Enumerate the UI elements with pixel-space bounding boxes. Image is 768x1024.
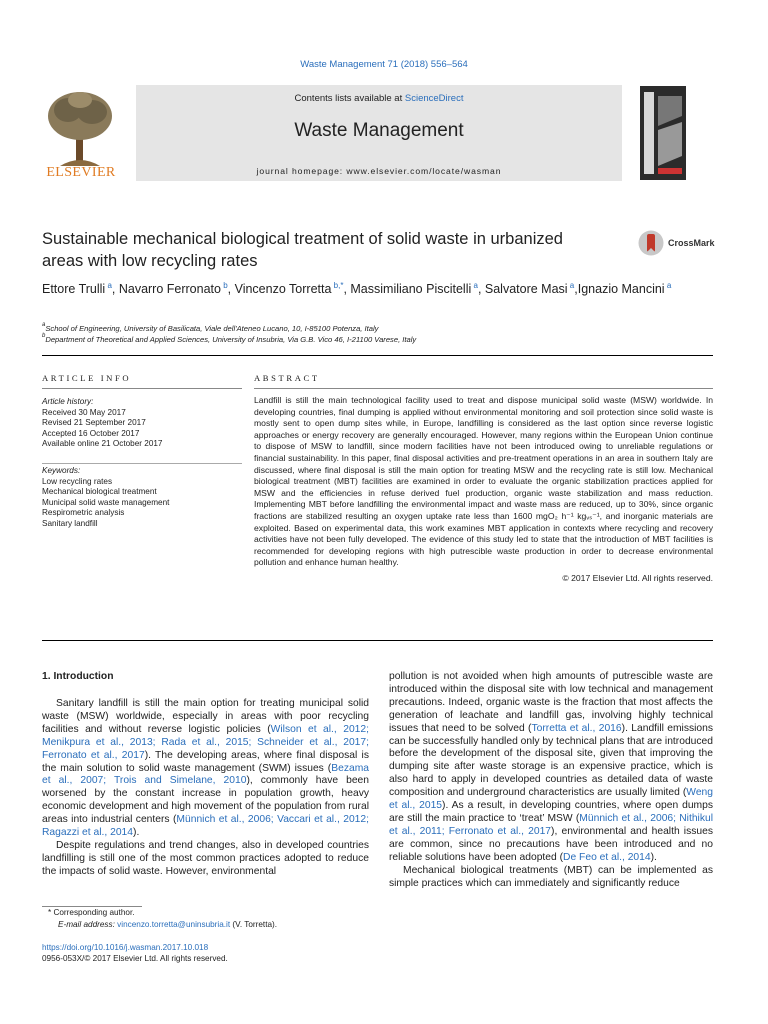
journal-homepage[interactable]: journal homepage: www.elsevier.com/locate/wasman [256, 166, 502, 176]
keywords-label: Keywords: [42, 466, 81, 475]
author-separator: , [574, 282, 578, 296]
citation-link[interactable]: Bezama et al., 2007; Trois and Simelane, 2010 [42, 762, 369, 787]
author-affiliation-mark[interactable]: a [567, 281, 575, 290]
copyright-line: © 2017 Elsevier Ltd. All rights reserved. [562, 572, 713, 583]
doi-link[interactable]: https://doi.org/10.1016/j.wasman.2017.10.018 [42, 943, 209, 952]
divider [42, 355, 713, 356]
body-column-right [389, 671, 713, 890]
author-list [42, 280, 682, 299]
author-affiliation-mark[interactable]: b,* [331, 281, 344, 290]
citation-link[interactable]: Münnich et al., 2006; Vaccari et al., 2012; Ragazzi et al., 2014 [42, 814, 369, 839]
journal-title: Waste Management [294, 120, 464, 141]
affiliation-mark: b [42, 333, 46, 339]
cover-image-icon [640, 86, 686, 180]
corresponding-label: Corresponding author. [53, 908, 135, 917]
divider [42, 640, 713, 641]
author-affiliation-mark[interactable]: a [664, 281, 672, 290]
keyword-item: Mechanical biological treatment [42, 487, 157, 496]
footnote [42, 907, 369, 930]
citation-link[interactable]: Weng et al., 2015 [389, 787, 713, 812]
divider [42, 463, 242, 464]
affiliations [42, 323, 722, 345]
citation-link[interactable]: Torretta et al., 2016 [531, 722, 622, 734]
asterisk-marker: * [48, 908, 54, 917]
journal-citation[interactable]: Waste Management 71 (2018) 556–564 [300, 59, 468, 70]
text-run: ). [650, 851, 657, 863]
abstract-body [254, 395, 713, 585]
paragraph: Despite regulations and trend changes, also in developed countries landfilling is still one of the most common practices adopted to reduce the impacts of solid waste. However, environmental [42, 839, 369, 877]
author-name[interactable]: Ettore Trulli [42, 282, 106, 296]
publisher-name: ELSEVIER [46, 165, 116, 180]
doi-block [42, 942, 369, 964]
affiliation-mark: a [42, 322, 46, 328]
divider [254, 388, 713, 389]
abstract-heading: ABSTRACT [254, 373, 320, 383]
email-line [42, 919, 369, 931]
citation-link[interactable]: Münnich et al., 2006; Nithikul et al., 2011; Ferronato et al., 2017 [389, 812, 714, 837]
history-item: Revised 21 September 2017 [42, 418, 146, 427]
body-column-left [42, 698, 369, 879]
article-history [42, 397, 242, 450]
author-name[interactable]: Navarro Ferronato [118, 282, 221, 296]
history-item: Available online 21 October 2017 [42, 439, 163, 448]
paragraph: Mechanical biological treatments (MBT) can be implemented as simple practices which can immediately and significantly reduce [389, 864, 713, 889]
citation-link[interactable]: Wilson et al., 2012; Menikpura et al., 2013; Rada et al., 2015; Schneider et al., 2017; Ferronato et al., 2017 [42, 723, 369, 761]
text-run: ), environmental and health issues are common, since no precautions have been introduced and no reliable solutions have been adopted ( [389, 825, 713, 863]
contents-prefix: Contents lists available at [294, 93, 405, 104]
text-run: ). [133, 827, 140, 839]
crossmark-label: CrossMark [668, 238, 715, 248]
author-separator: , [343, 282, 351, 296]
author-affiliation-mark[interactable]: a [471, 281, 478, 290]
elsevier-logo[interactable] [40, 88, 120, 180]
paragraph [42, 698, 369, 840]
author-separator: , [111, 282, 119, 296]
keyword-item: Municipal solid waste management [42, 497, 170, 507]
email-suffix: (V. Torretta). [230, 919, 278, 929]
author-separator: , [227, 282, 235, 296]
author-name[interactable]: Massimiliano Piscitelli [350, 282, 472, 296]
keywords [42, 466, 242, 529]
crossmark-icon [638, 229, 664, 257]
text-run: ). As a result, in developing countries, where open dumps are still the main practice to ‘treat’ MSW ( [389, 800, 714, 824]
history-item: Received 30 May 2017 [42, 407, 126, 417]
issn-line: 0956-053X/© 2017 Elsevier Ltd. All rights reserved. [42, 954, 228, 963]
divider [42, 388, 242, 389]
author-name[interactable]: Salvatore Masi [484, 282, 568, 296]
history-item: Accepted 16 October 2017 [42, 428, 140, 438]
email-label: E-mail address: [58, 919, 118, 929]
sciencedirect-link[interactable]: ScienceDirect [404, 93, 464, 104]
affiliation-text: School of Engineering, University of Basilicata, Viale dell'Ateneo Lucano, 10, I-85100 Potenza, Italy [45, 324, 379, 333]
crossmark-badge[interactable] [638, 229, 715, 257]
author-affiliation-mark[interactable]: a [105, 281, 112, 290]
author-affiliation-mark[interactable]: b [220, 281, 228, 290]
contents-available [136, 93, 622, 104]
journal-cover-thumbnail[interactable] [640, 86, 686, 180]
abstract-text: Landfill is still the main technological facility used to treat and dispose municipal solid waste (MSW) worldwide. In developing countries, final dumping is applied without environmental monitoring and soil protection since solid waste is mostly sent to open dump sites while, in Europe, landfilling is considered as the last option since reverse logistic approaches or energy recovery are generally encouraged. However, many regions within the European Union continue to dispose of MSW to landfill, since modern facilities have not been introduced owing to unreliable regulations or financial sustainability. In this paper, final disposal activities and pre-treatment operations in an area in southern Italy are discussed, where final disposal is still the main option for treating MSW and the recycling rate is still low. Mechanical biological treatment (MBT) facilities are examined in order to evaluate the organic stabilization practices applied for MSW and the efficiencies in refuse derived fuel production, organic waste stabilization and mass reduction. Implementing MBT before landfilling the environmental impact and waste mass are reduced, up to 30%, since organic fractions are stabilized resulting an oxygen uptake rate less than 1600 mgO₂ h⁻¹ kgᵥₛ⁻¹, and inorganic materials are exploited. Based on experimental data, this work examines MBT application in contexts where recycling and recovery activities have not been fully developed. The evidence of this study led to state that the introduction of MBT facilities is recommended for developing regions with high putrescible waste production in order to decrease environmental pollution and enhance human healthy. [254, 395, 713, 568]
corresponding-note [42, 907, 369, 919]
text-run: ). Landfill emissions can be successfully handled only by technical plans that are introduced before the development of the disposal site, given that improving the dumping site after waste storage is an expensive practice, which is also hard to apply in developed countries as detailed data of waste composition and underground characteristics are usually limited ( [389, 722, 714, 799]
paragraph [389, 671, 713, 865]
text-run: pollution is not avoided when high amounts of putrescible waste are introduced within the disposal site with low technical and management precautions. Indeed, organic waste is the fraction that most affects the generation of leachate and landfill gas, involving highly technical issues that need to be solved ( [389, 671, 713, 734]
author-separator: , [477, 282, 485, 296]
citation-link[interactable]: De Feo et al., 2014 [563, 851, 651, 863]
affiliation-text: Department of Theoretical and Applied Sciences, University of Insubria, Via G.B. Vico 46, I-21100 Varese, Italy [45, 335, 417, 344]
author-name[interactable]: Vincenzo Torretta [234, 282, 332, 296]
article-info-heading: ARTICLE INFO [42, 373, 132, 383]
author-name[interactable]: Ignazio Mancini [577, 282, 665, 296]
keyword-item: Respirometric analysis [42, 508, 125, 517]
keyword-item: Sanitary landfill [42, 518, 98, 528]
history-label: Article history: [42, 397, 94, 406]
keyword-item: Low recycling rates [42, 476, 113, 486]
text-run: ). The developing areas, where final disposal is the main solution to solid waste management (SWM) issues ( [42, 749, 369, 774]
email-link[interactable]: vincenzo.torretta@uninsubria.it [117, 919, 231, 929]
article-title: Sustainable mechanical biological treatment of solid waste in urbanized areas with low recycling rates [42, 230, 563, 270]
affiliation-line [42, 334, 722, 345]
section-heading-introduction: 1. Introduction [42, 671, 114, 682]
affiliation-line [42, 323, 722, 334]
text-run: Sanitary landfill is still the main option for treating municipal solid waste (MSW) worldwide, especially in areas with poor recycling facilities and without reverse logistic policies ( [42, 698, 369, 735]
text-run: ), commonly have been worsened by the constant increase in population growth, heavy economic development and high movement of the population from rural areas into industrial centers ( [42, 775, 370, 826]
